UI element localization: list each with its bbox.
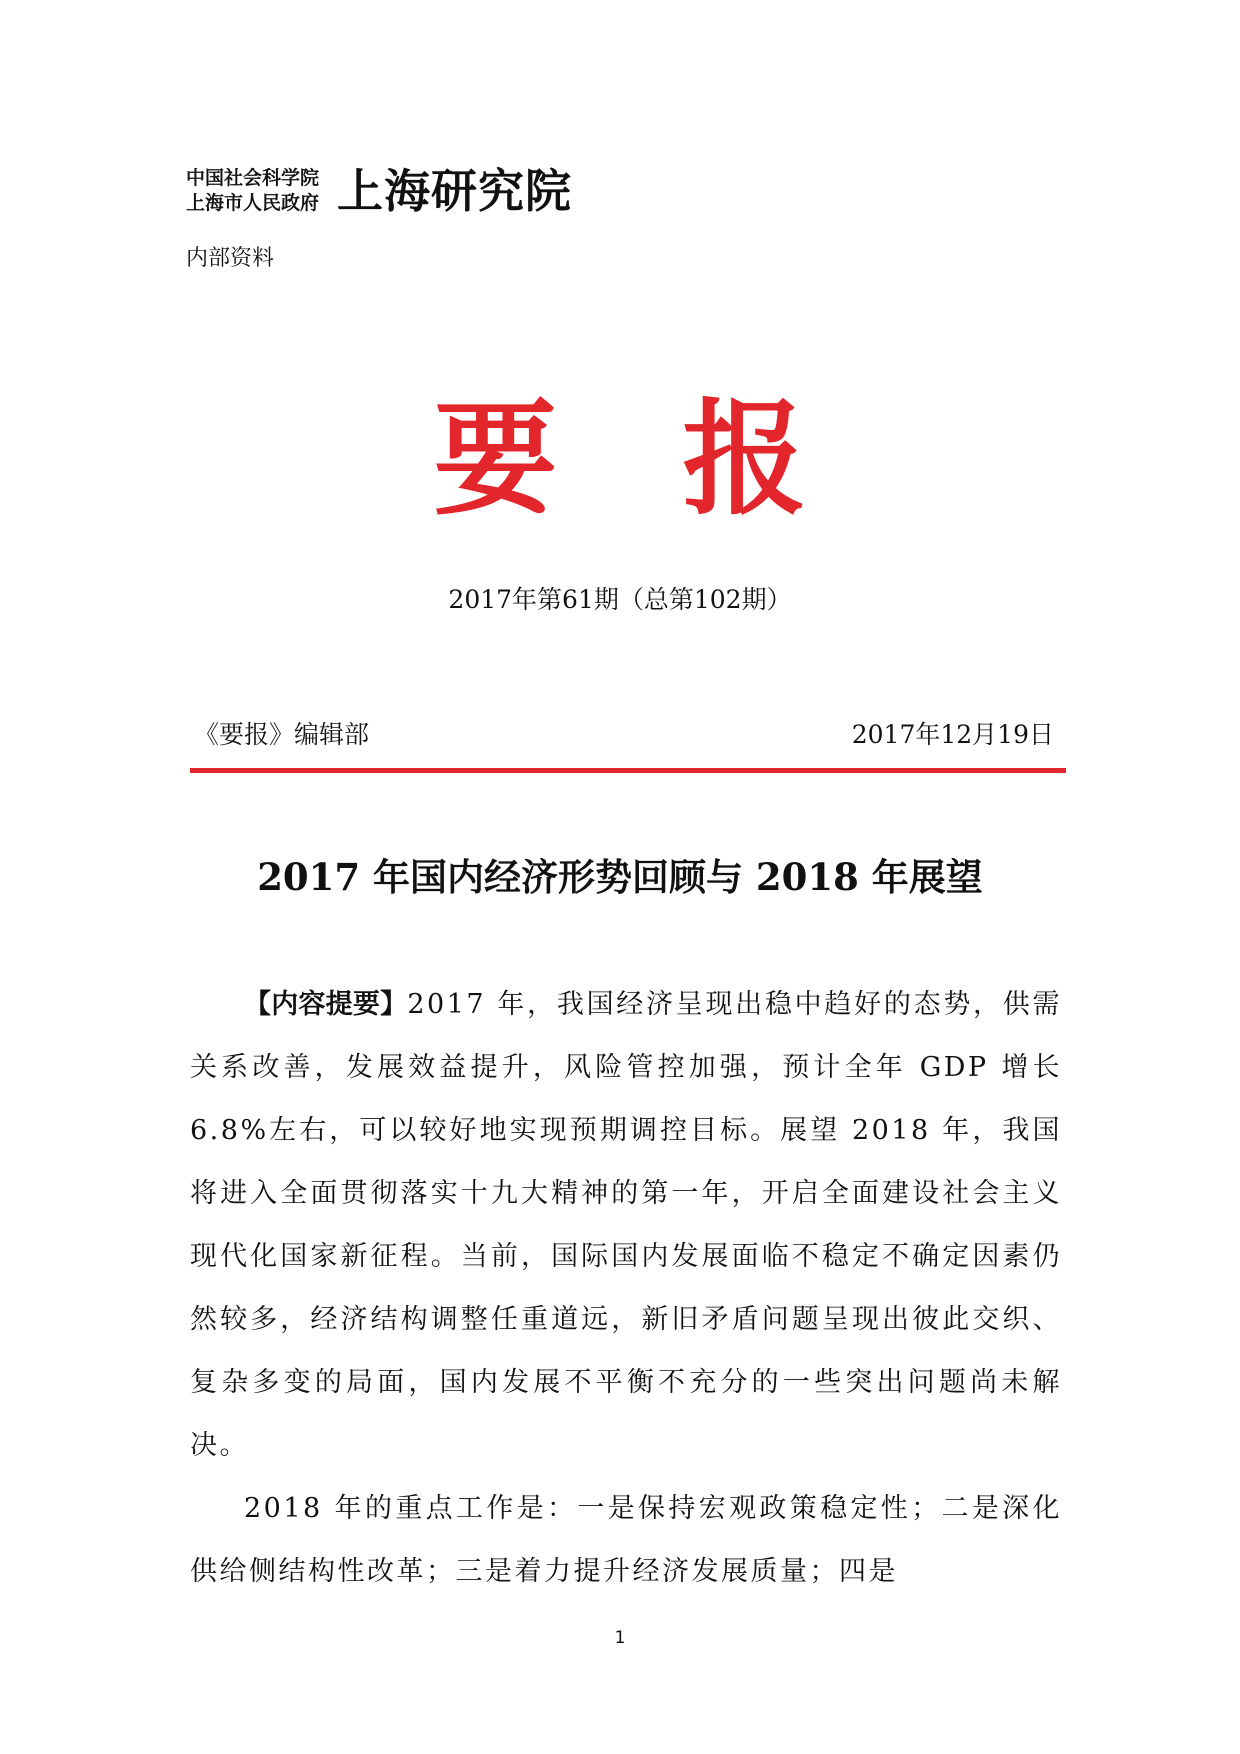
institution-line-2: 上海市人民政府 bbox=[186, 192, 320, 214]
masthead-title: 要报 bbox=[433, 387, 932, 532]
institution-line-1: 中国社会科学院 bbox=[186, 167, 320, 189]
issue-number: 2017年第61期（总第102期） bbox=[448, 585, 792, 614]
institution-affiliations bbox=[186, 166, 319, 216]
editorial-department: 《要报》编辑部 bbox=[194, 720, 370, 749]
red-divider bbox=[190, 768, 1066, 773]
article-title: 2017 年国内经济形势回顾与 2018 年展望 bbox=[257, 855, 983, 899]
abstract-text: 2017 年，我国经济呈现出稳中趋好的态势，供需关系改善，发展效益提升，风险管控加强，预计全年 GDP 增长 6.8%左右，可以较好地实现预期调控目标。展望 2018 年，我国将进入全面贯彻落实十九大精神的第一年，开启全面建设社会主义现代化国家新征程。当前，国际国内发展面临不稳定不确定因素仍然较多，经济结构调整任重道远，新旧矛盾问题呈现出彼此交织、复杂多变的局面，国内发展不平衡不充分的一些突出问题尚未解决。 bbox=[190, 989, 1063, 1461]
article-body bbox=[190, 973, 1062, 1603]
abstract-label: 【内容提要】 bbox=[244, 989, 408, 1020]
institution-header bbox=[186, 166, 572, 216]
publication-date: 2017年12月19日 bbox=[851, 720, 1054, 749]
internal-label: 内部资料 bbox=[186, 246, 275, 271]
institution-name: 上海研究院 bbox=[337, 164, 573, 218]
abstract-paragraph bbox=[190, 973, 1062, 1477]
body-paragraph: 2018 年的重点工作是：一是保持宏观政策稳定性；二是深化供给侧结构性改革；三是着力提升经济发展质量；四是 bbox=[190, 1493, 1062, 1587]
page-number: 1 bbox=[614, 1628, 626, 1648]
